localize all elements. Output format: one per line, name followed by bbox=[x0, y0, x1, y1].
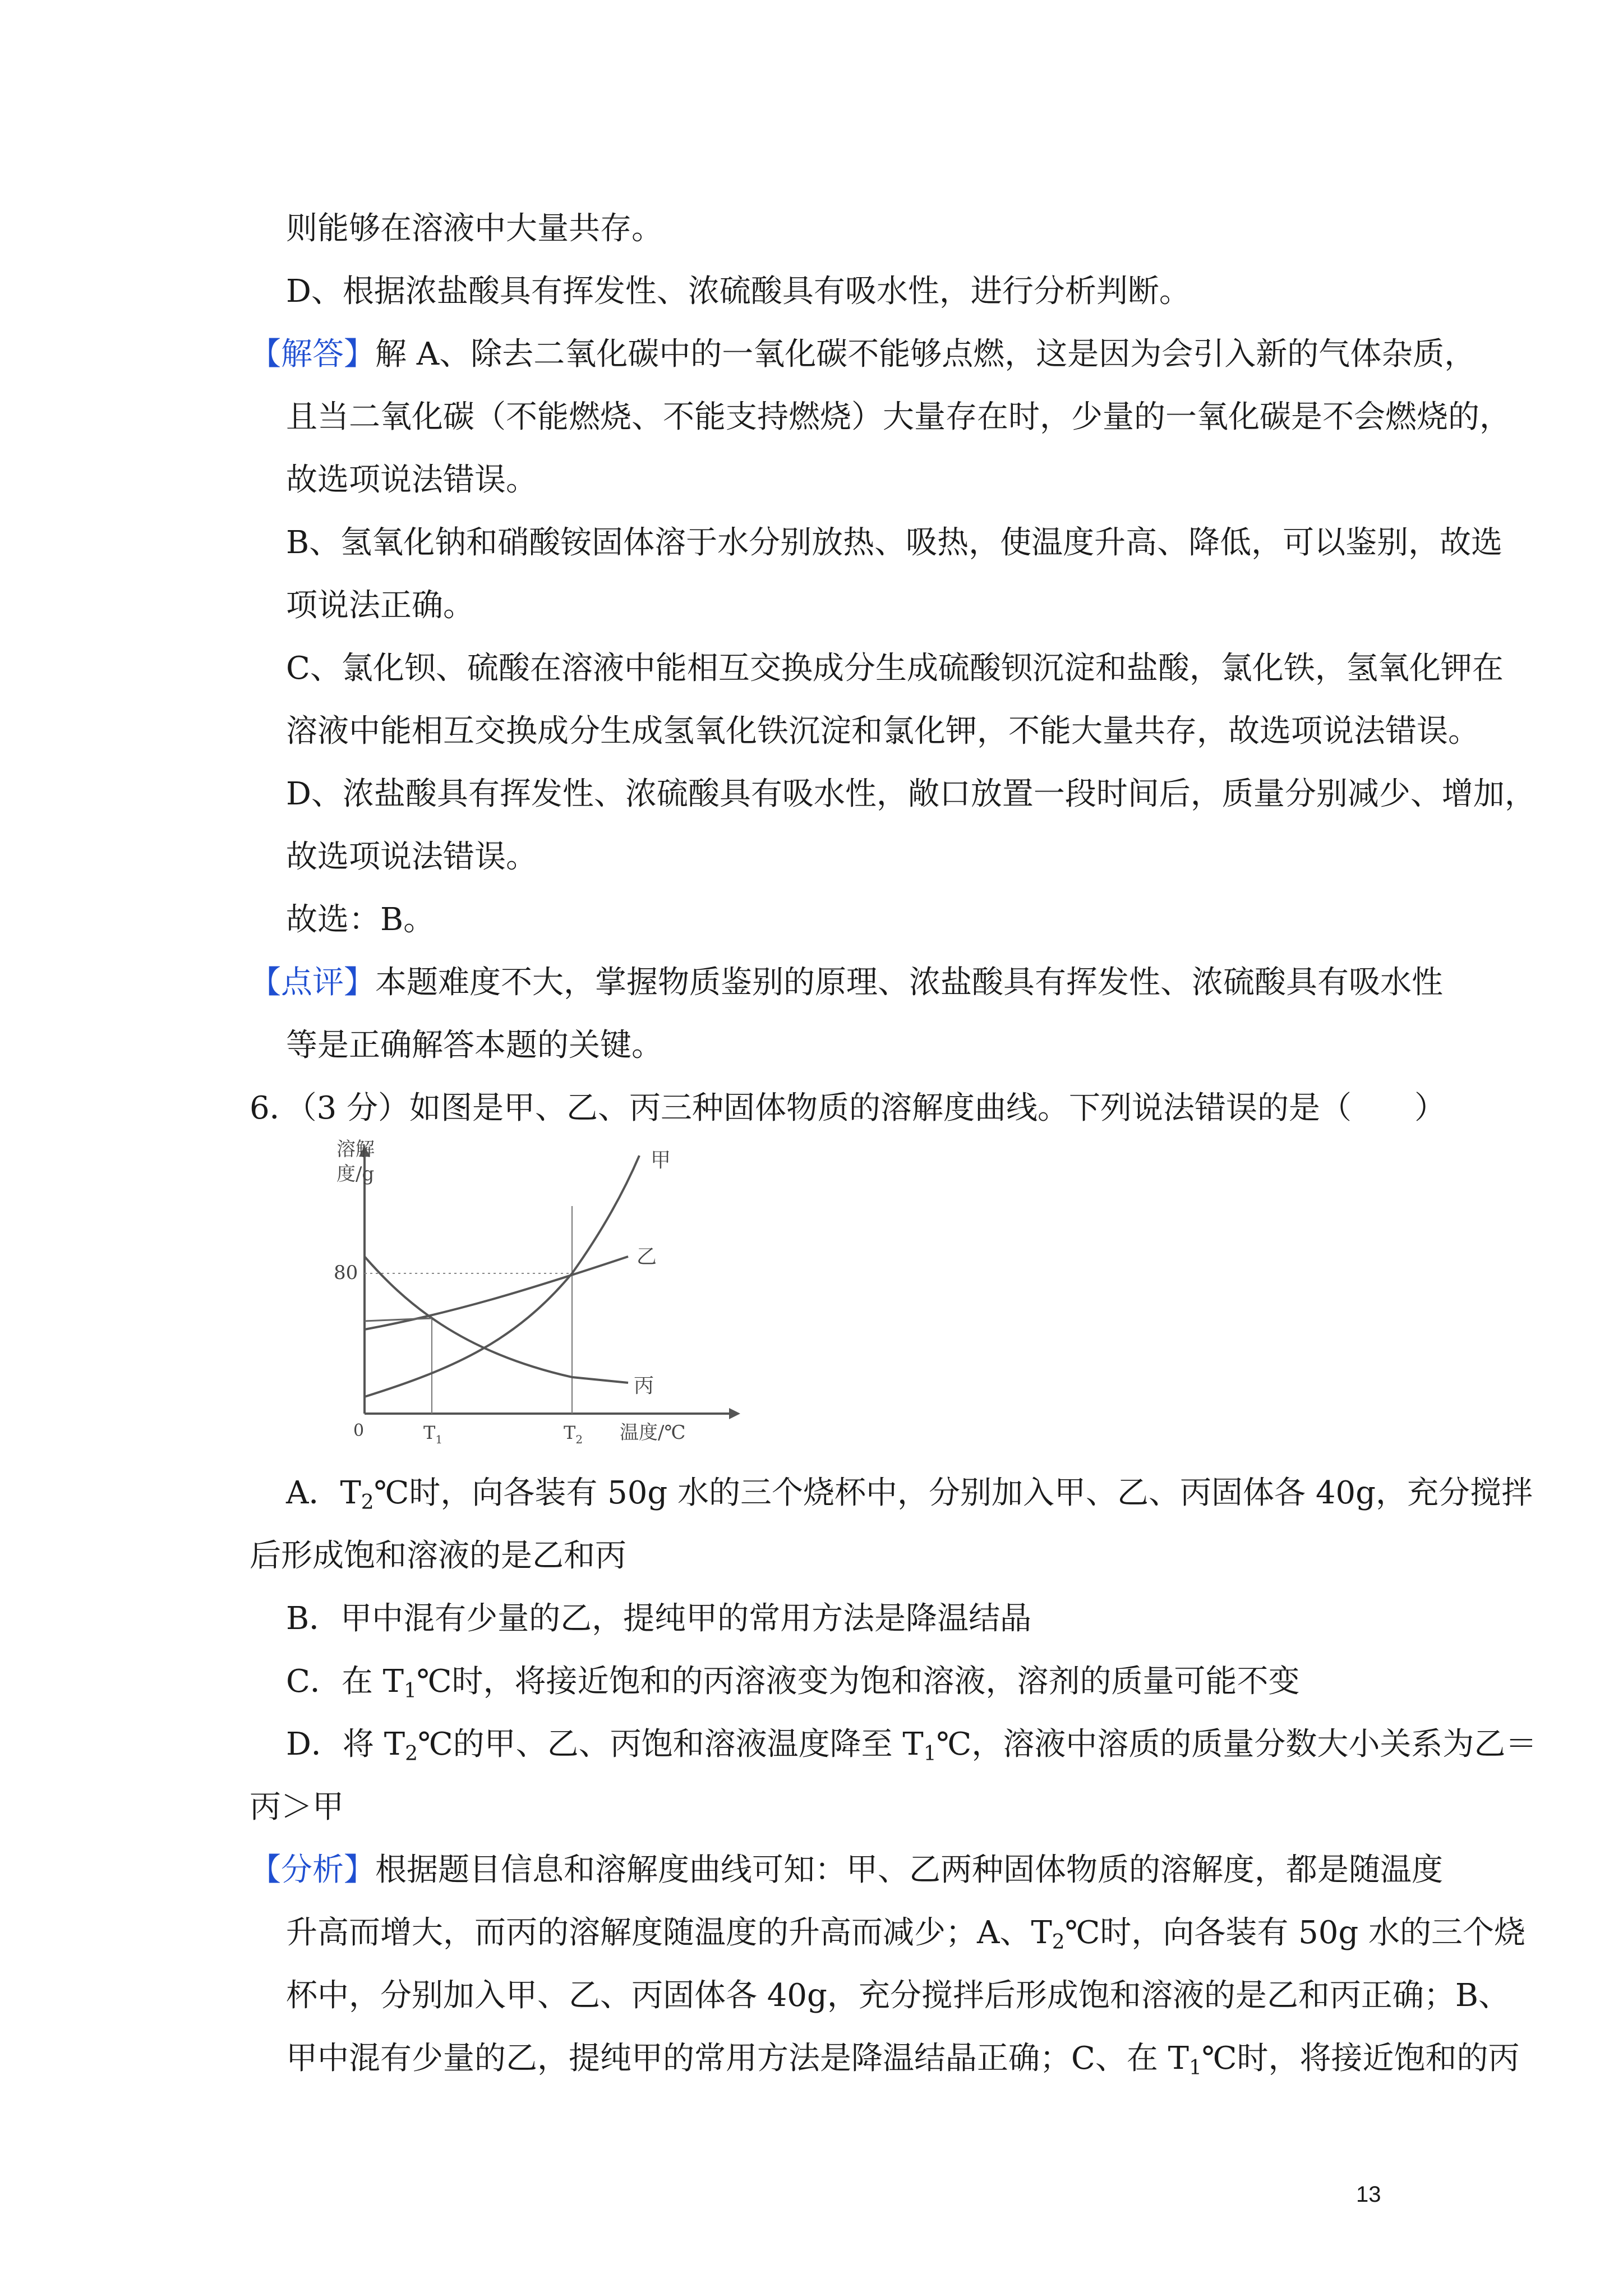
solubility-chart bbox=[314, 1133, 751, 1447]
text-line: 故选项说法错误。 bbox=[286, 839, 537, 875]
x-axis-label: 温度/℃ bbox=[620, 1421, 686, 1444]
text-line: D、浓盐酸具有挥发性、浓硫酸具有吸水性，敞口放置一段时间后，质量分别减少、增加， bbox=[286, 776, 1536, 812]
y-axis-label: 溶解 bbox=[336, 1138, 375, 1161]
page-number: 13 bbox=[1356, 2182, 1381, 2207]
series-label-yi: 乙 bbox=[637, 1245, 657, 1268]
series-label-bing: 丙 bbox=[634, 1374, 654, 1397]
option-d: D．将 $T_2℃$的甲、乙、丙饱和溶液温度降至 $T_1℃$，溶液中溶质的质量分数大小关系为乙＝ bbox=[286, 1726, 1537, 1765]
text-line: 且当二氧化碳（不能燃烧、不能支持燃烧）大量存在时，少量的一氧化碳是不会燃烧的， bbox=[286, 399, 1511, 435]
analysis-line: 杯中，分别加入甲、乙、丙固体各 40g，充分搅拌后形成饱和溶液的是乙和丙正确；B、 bbox=[286, 1977, 1510, 2014]
option-b: B．甲中混有少量的乙，提纯甲的常用方法是降温结晶 bbox=[286, 1600, 1032, 1637]
text-line: 则能够在溶液中大量共存。 bbox=[286, 210, 663, 247]
analysis-tag: 【分析】 bbox=[250, 1852, 375, 1888]
comment-tag: 【点评】 bbox=[250, 964, 375, 1001]
text-line: D、根据浓盐酸具有挥发性、浓硫酸具有吸水性，进行分析判断。 bbox=[286, 273, 1191, 310]
t2-label: $T_2$ bbox=[564, 1422, 583, 1446]
analysis-paragraph: 【分析】根据题目信息和溶解度曲线可知：甲、乙两种固体物质的溶解度，都是随温度 bbox=[250, 1852, 1443, 1888]
y-tick-label: 80 bbox=[334, 1262, 358, 1284]
text-line: 本题难度不大，掌握物质鉴别的原理、浓盐酸具有挥发性、浓硫酸具有吸水性 bbox=[375, 964, 1443, 1001]
curve-jia bbox=[365, 1156, 639, 1397]
analysis-line: 甲中混有少量的乙，提纯甲的常用方法是降温结晶正确；C、在 $T_1℃$时，将接近饱和的丙 bbox=[286, 2040, 1520, 2079]
option-a-cont: 后形成饱和溶液的是乙和丙 bbox=[250, 1538, 626, 1574]
series-label-jia: 甲 bbox=[651, 1149, 671, 1172]
text-line: 项说法正确。 bbox=[286, 587, 474, 624]
curve-yi bbox=[365, 1257, 628, 1329]
curve-yi-low bbox=[365, 1318, 432, 1321]
text-line: C、氯化钡、硫酸在溶液中能相互交换成分生成硫酸钡沉淀和盐酸，氯化铁，氢氧化钾在 bbox=[286, 650, 1504, 687]
analysis-line: 升高而增大，而丙的溶解度随温度的升高而减少；A、$T_2℃$时，向各装有 50g 水的三个烧 bbox=[286, 1915, 1526, 1954]
answer-tag: 【解答】 bbox=[250, 336, 375, 372]
comment-paragraph bbox=[250, 965, 1443, 1001]
y-axis-label-2: 度/g bbox=[336, 1163, 375, 1185]
option-c: C．在 $T_1℃$时，将接近饱和的丙溶液变为饱和溶液，溶剂的质量可能不变 bbox=[286, 1663, 1300, 1703]
option-a: A．$T_2℃$时，向各装有 50g 水的三个烧杯中，分别加入甲、乙、丙固体各 40g，充分搅拌 bbox=[286, 1475, 1533, 1514]
text-line: 解 A、除去二氧化碳中的一氧化碳不能够点燃，这是因为会引入新的气体杂质， bbox=[375, 336, 1476, 372]
x-axis-arrow bbox=[729, 1408, 740, 1419]
origin-label: 0 bbox=[353, 1421, 365, 1441]
text-line: B、氢氧化钠和硝酸铵固体溶于水分别放热、吸热，使温度升高、降低，可以鉴别，故选 bbox=[286, 524, 1503, 561]
answer-paragraph bbox=[250, 337, 1476, 372]
text-line: 故选项说法错误。 bbox=[286, 462, 537, 498]
question-title: 6．（3 分）如图是甲、乙、丙三种固体物质的溶解度曲线。下列说法错误的是（ ） bbox=[250, 1090, 1446, 1126]
text-line: 故选：B。 bbox=[286, 901, 435, 938]
text-line: 等是正确解答本题的关键。 bbox=[286, 1027, 663, 1064]
t1-label: $T_1$ bbox=[423, 1422, 443, 1446]
option-d-cont: 丙＞甲 bbox=[250, 1789, 344, 1825]
text-line: 溶液中能相互交换成分生成氢氧化铁沉淀和氯化钾，不能大量共存，故选项说法错误。 bbox=[286, 713, 1479, 749]
